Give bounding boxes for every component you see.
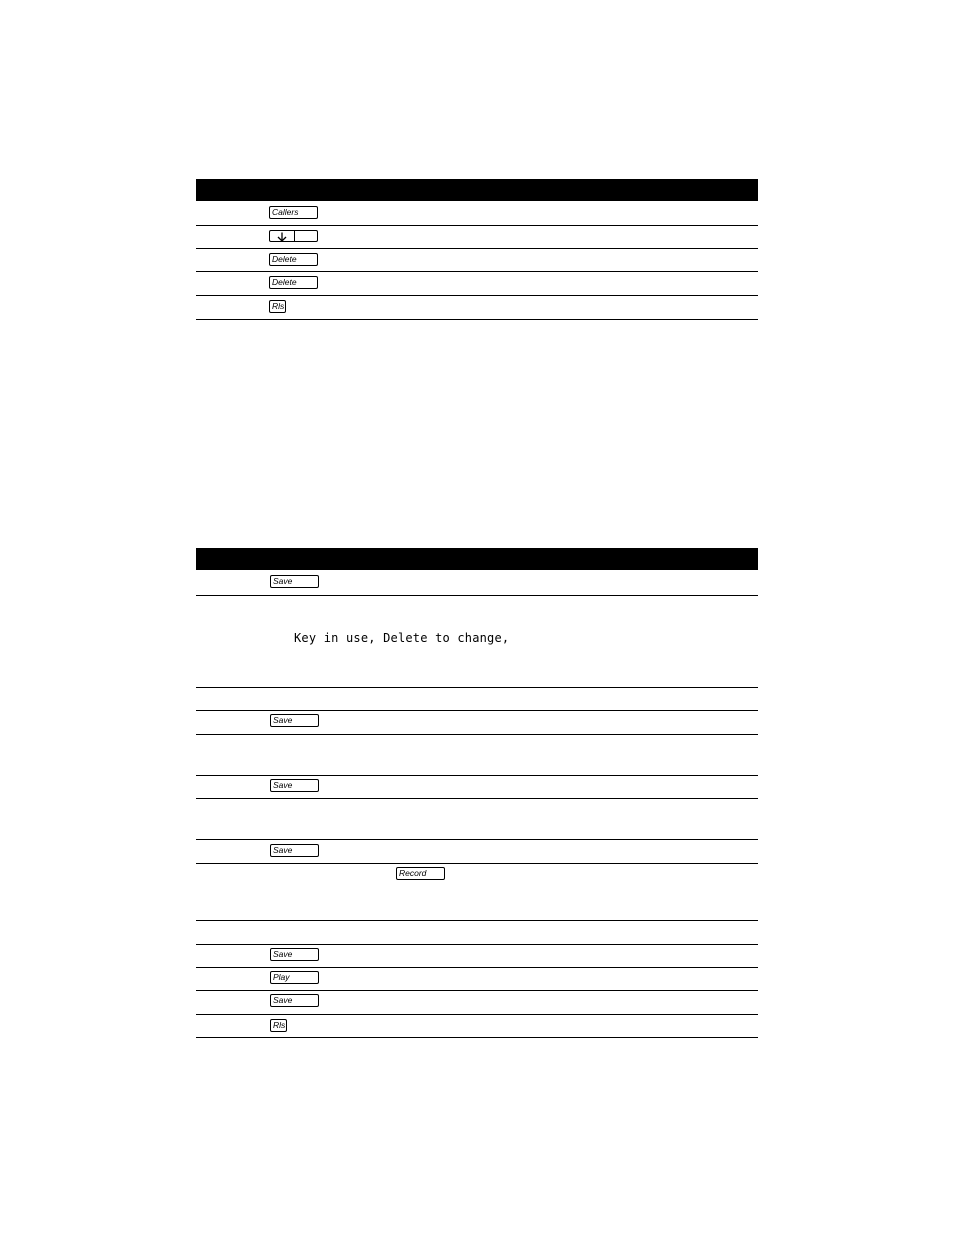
table-2-header [196,548,758,570]
table-1-header [196,179,758,201]
table-row [196,688,758,711]
record-key[interactable]: Record [396,867,445,880]
table-row [196,570,758,596]
table-row [196,799,758,840]
table-row [196,272,758,296]
table-row [196,840,758,864]
delete-key[interactable]: Delete [269,253,318,266]
table-row [196,991,758,1015]
table-row [196,945,758,968]
table-row [196,864,758,921]
down-arrow-key[interactable] [269,230,318,242]
table-row [196,201,758,226]
key-divider [294,231,295,241]
delete-key[interactable]: Delete [269,276,318,289]
table-row [196,1015,758,1038]
save-key[interactable]: Save [270,714,319,727]
table-row [196,968,758,991]
rls-key[interactable]: Rls [269,300,286,313]
save-key[interactable]: Save [270,994,319,1007]
table-row [196,296,758,320]
callers-key[interactable]: Callers [269,206,318,219]
display-text: Key in use, Delete to change, [294,631,510,645]
table-row [196,776,758,799]
rls-key[interactable]: Rls [270,1019,287,1032]
save-key[interactable]: Save [270,575,319,588]
table-2 [196,548,758,1038]
table-row [196,249,758,272]
save-key[interactable]: Save [270,779,319,792]
play-key[interactable]: Play [270,971,319,984]
table-row [196,921,758,945]
save-key[interactable]: Save [270,844,319,857]
table-row [196,596,758,688]
down-arrow-icon [276,232,288,242]
table-row [196,226,758,249]
table-row [196,711,758,735]
table-row [196,735,758,776]
table-1 [196,179,758,320]
save-key[interactable]: Save [270,948,319,961]
